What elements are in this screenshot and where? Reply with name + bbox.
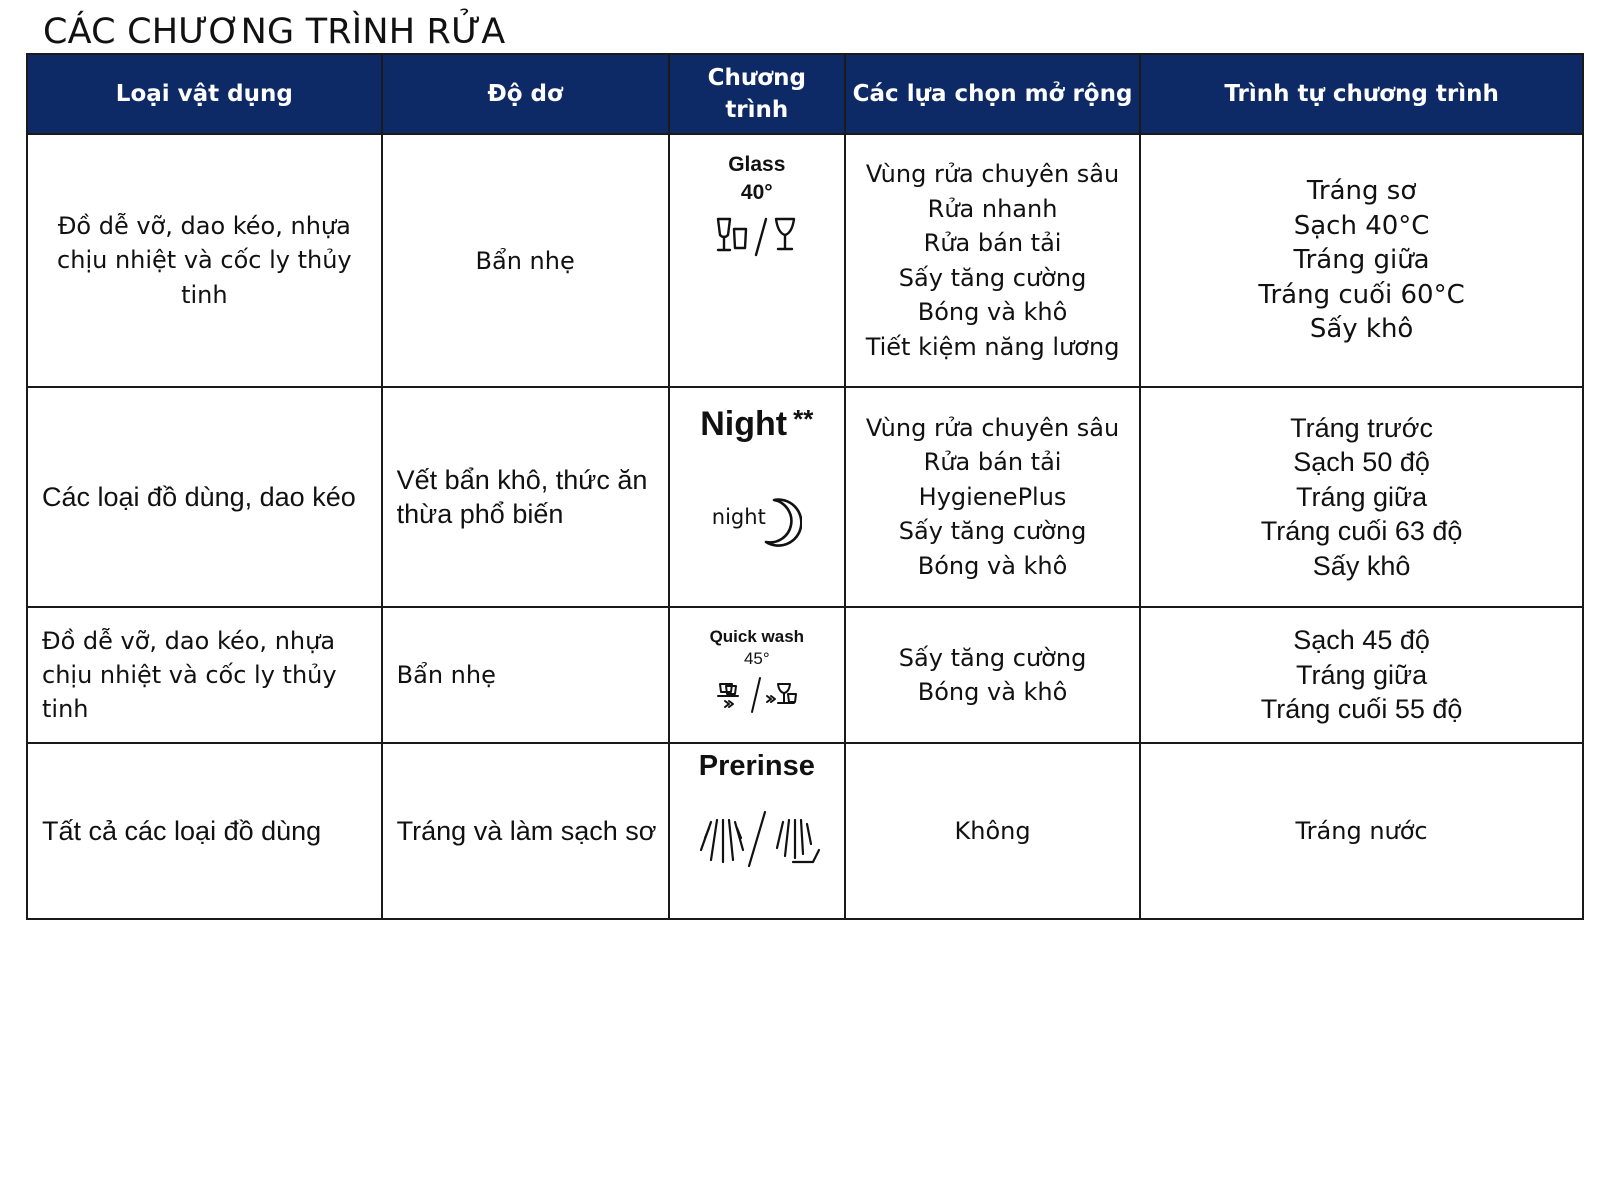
header-sequence: Trình tự chương trình <box>1140 54 1583 134</box>
sequence-step: Tráng cuối 60°C <box>1258 279 1465 310</box>
options-cell <box>845 134 1140 387</box>
table-row <box>27 134 1583 387</box>
option-item: Vùng rửa chuyên sâu <box>865 160 1120 188</box>
soil-level-cell: Tráng và làm sạch sơ <box>382 743 669 919</box>
option-item: Vùng rửa chuyên sâu <box>865 413 1120 442</box>
item-type-cell: Tất cả các loại đồ dùng <box>27 743 382 919</box>
options-cell <box>845 743 1140 919</box>
soil-level-cell: Vết bẩn khô, thức ăn thừa phổ biến <box>382 387 669 607</box>
option-item: Không <box>954 816 1031 845</box>
sequence-step: Sạch 40°C <box>1293 210 1430 241</box>
table-row <box>27 607 1583 743</box>
header-program-line2: trình <box>725 97 789 123</box>
sequence-step: Tráng giữa <box>1293 245 1430 276</box>
option-item: Bóng và khô <box>917 298 1068 326</box>
sequence-cell <box>1140 387 1583 607</box>
program-name: Quick wash <box>709 627 805 646</box>
option-item: Bóng và khô <box>917 551 1068 580</box>
program-name: Glass <box>728 153 786 176</box>
sequence-step: Sấy khô <box>1309 314 1414 345</box>
quick-wash-icon <box>712 674 802 716</box>
header-soil-level: Độ dơ <box>382 54 669 134</box>
item-type-cell: Đồ dễ vỡ, dao kéo, nhựa chịu nhiệt và cốc ly thủy tinh <box>27 134 382 387</box>
sequence-step: Sấy khô <box>1312 550 1411 581</box>
options-cell <box>845 607 1140 743</box>
option-item: Sấy tăng cường <box>898 643 1087 672</box>
soil-level-cell: Bẩn nhẹ <box>382 607 669 743</box>
option-item: Rửa bán tải <box>923 229 1062 257</box>
option-item: Tiết kiệm năng lương <box>865 332 1120 361</box>
glass-wine-glass-icon <box>712 213 802 261</box>
program-cell <box>669 134 845 387</box>
sequence-step: Sạch 45 độ <box>1293 625 1430 656</box>
sequence-step: Tráng nước <box>1295 816 1428 845</box>
options-cell <box>845 387 1140 607</box>
option-item: Rửa bán tải <box>923 448 1062 477</box>
sequence-step: Tráng cuối 55 độ <box>1260 694 1463 725</box>
item-type-cell: Đồ dễ vỡ, dao kéo, nhựa chịu nhiệt và cốc ly thủy tinh <box>27 607 382 743</box>
header-program <box>669 54 845 134</box>
header-options: Các lựa chọn mở rộng <box>845 54 1140 134</box>
table-row <box>27 387 1583 607</box>
option-item: Bóng và khô <box>917 678 1068 706</box>
sequence-cell <box>1140 743 1583 919</box>
program-name: Night <box>700 405 788 443</box>
moon-icon <box>762 496 802 550</box>
option-item: HygienePlus <box>918 482 1067 511</box>
option-item: Rửa nhanh <box>927 194 1058 223</box>
sequence-step: Sạch 50 độ <box>1293 447 1430 478</box>
sequence-step: Tráng giữa <box>1296 481 1428 512</box>
header-program-line1: Chương <box>707 65 806 91</box>
prerinse-spray-icon <box>691 808 823 872</box>
sequence-step: Tráng cuối 63 độ <box>1260 516 1463 547</box>
header-item-type: Loại vật dụng <box>27 54 382 134</box>
page-title: CÁC CHƯƠNG TRÌNH RỬA <box>43 12 506 52</box>
sequence-step: Tráng sơ <box>1306 176 1417 207</box>
night-icon-label: night <box>711 505 766 529</box>
option-item: Sấy tăng cường <box>898 263 1087 292</box>
sequence-step: Tráng giữa <box>1296 659 1428 690</box>
soil-level-cell: Bẩn nhẹ <box>382 134 669 387</box>
item-type-cell: Các loại đồ dùng, dao kéo <box>27 387 382 607</box>
sequence-cell <box>1140 607 1583 743</box>
program-cell <box>669 607 845 743</box>
program-cell <box>669 743 845 919</box>
program-temp: 40° <box>740 181 773 204</box>
wash-programs-table <box>26 53 1584 920</box>
program-marker: ** <box>793 404 814 434</box>
program-cell <box>669 387 845 607</box>
table-row <box>27 743 1583 919</box>
option-item: Sấy tăng cường <box>898 517 1087 546</box>
sequence-step: Tráng trước <box>1290 412 1433 443</box>
sequence-cell <box>1140 134 1583 387</box>
table-header-row <box>27 54 1583 134</box>
program-name: Prerinse <box>698 750 815 782</box>
night-moon-icon <box>712 496 802 550</box>
program-temp: 45° <box>743 649 770 668</box>
